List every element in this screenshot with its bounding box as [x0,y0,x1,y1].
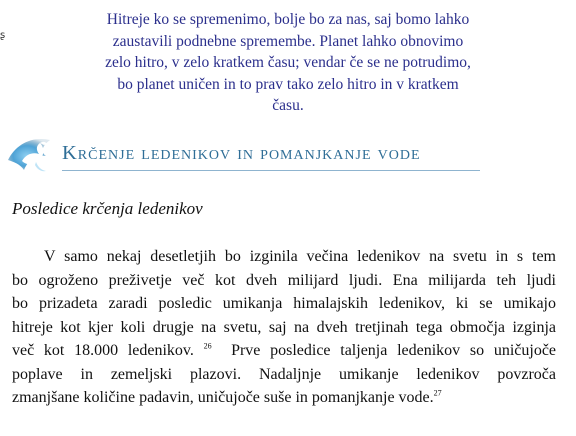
quote-line: bo planet uničen in to prav tako zelo hitro in v kratkem [117,75,459,93]
line-text: Prve posledice taljenja ledenikov so uničujoče [231,342,557,359]
section-heading [6,130,566,178]
quote-line: zaustavili podnebne spremembe. Planet lahko obnovimo [112,32,464,50]
line-text: zmanjšane količine padavin, uničujoče suše in pomanjkanje vode. [12,389,434,406]
subheading: Posledice krčenja ledenikov [12,199,203,218]
margin-mark: ʂ [0,30,6,41]
paragraph-line: V samo nekaj desetletjih bo izginila večina ledenikov na svetu in s tem [44,248,556,265]
quote-line: zelo hitro, v zelo kratkem času; vendar če se ne potrudimo, [105,54,471,71]
paragraph-line: hitreje kot kjer koli drugje na svetu, saj na dveh tretjinah tega območja izginja [12,318,556,336]
paragraph-line [12,386,556,410]
paragraph-line [12,339,556,363]
paragraph-line: bo ogroženo preživetje več kot dveh milijard ljudi. Ena milijarda teh ljudi [12,271,556,289]
line-text: več kot 18.000 ledenikov. [12,342,194,359]
body-paragraph [12,245,556,410]
quote-line: času. [272,97,304,114]
section-title: Krčenje ledenikov in pomanjkanje vode [62,142,421,164]
highlight-quote [66,9,510,117]
paragraph-line: bo prizadeta zaradi posledic umikanja himalajskih ledenikov, ki se umikajo [12,295,556,312]
dove-icon [6,130,64,178]
title-underline [62,170,480,171]
footnote-ref[interactable]: 27 [433,388,442,398]
paragraph-line: poplave in zemeljski plazovi. Nadaljnje umikanje ledenikov povzroča [12,365,556,383]
quote-line: Hitreje ko se spremenimo, bolje bo za nas, saj bomo lahko [106,11,470,28]
footnote-ref[interactable]: 26 [203,341,212,351]
